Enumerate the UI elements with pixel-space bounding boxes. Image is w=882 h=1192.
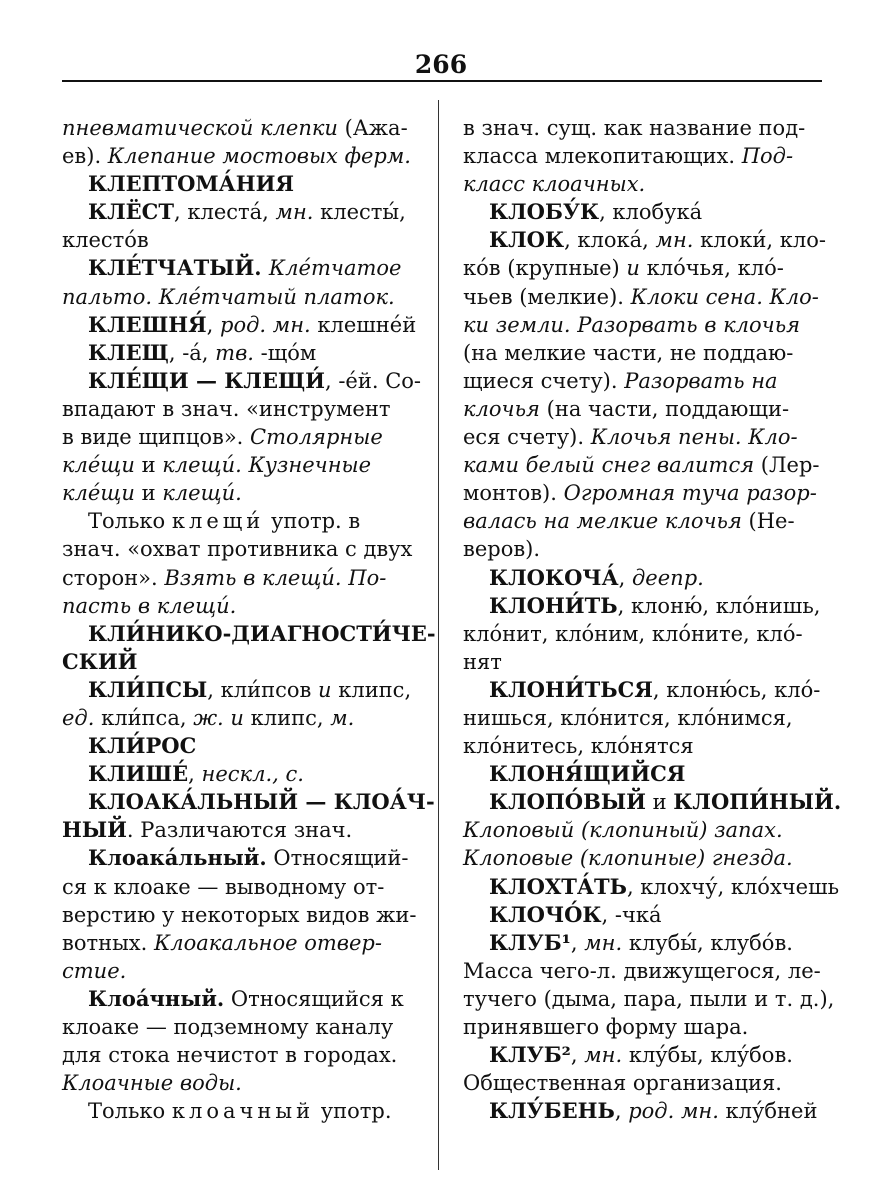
italic-text: стие. — [62, 958, 127, 983]
text-line — [463, 648, 825, 676]
headword: КЛУБ² — [489, 1042, 571, 1068]
text-line — [62, 198, 424, 226]
italic-text: Клоакальное отвер- — [154, 930, 382, 955]
italic-text: род. мн. — [628, 1099, 719, 1124]
italic-text: класс клоачных. — [463, 172, 646, 197]
text-line — [62, 620, 436, 648]
text-line — [62, 254, 424, 282]
italic-text: мн. — [655, 228, 694, 253]
text-segment: впадают в знач. «инструмент — [62, 396, 391, 421]
text-segment: клоаке — подземному каналу — [62, 1015, 394, 1039]
text-segment: , — [570, 930, 585, 955]
text-line — [62, 114, 424, 142]
text-segment: , клобука́ — [599, 200, 703, 225]
text-segment: , клоню́сь, кло́- — [652, 677, 821, 702]
italic-text: клещи́. — [162, 481, 242, 506]
text-segment: , — [570, 1043, 585, 1068]
text-segment: класса млекопитающих. — [463, 144, 742, 169]
italic-text: пневматической клепки — [62, 116, 338, 140]
text-line — [463, 423, 825, 451]
text-line — [463, 620, 825, 648]
text-segment: , клеста́, — [174, 200, 276, 225]
text-line — [463, 844, 825, 872]
text-line — [62, 985, 424, 1013]
text-line — [463, 592, 825, 620]
italic-text: ки земли. Разорвать в клочья — [463, 312, 801, 337]
text-segment: , — [206, 312, 221, 337]
text-segment: ся к клоаке — выводному от- — [62, 874, 385, 899]
italic-text: Клоповый (клопиный) запах. — [463, 818, 783, 843]
text-segment: клипс, — [243, 705, 331, 730]
text-segment: употр. в — [264, 509, 361, 534]
text-line — [62, 1013, 424, 1041]
text-line — [62, 873, 424, 901]
text-segment: клубы́, клубо́в. — [622, 930, 793, 955]
headword: КЛЕ́ТЧАТЫЙ. — [88, 255, 269, 281]
headword: КЛИ́РОС — [88, 733, 197, 759]
text-segment: клешне́й — [310, 312, 417, 337]
text-segment: , -а́, — [168, 340, 216, 365]
headword: КЛОАКА́ЛЬНЫЙ — КЛОА́Ч- — [88, 789, 435, 815]
text-segment: кло́нитесь, кло́нятся — [463, 734, 694, 759]
text-segment: клоки́, кло- — [693, 228, 826, 253]
text-line — [62, 929, 424, 957]
text-line — [62, 367, 424, 395]
headword: Клоака́льный. — [88, 845, 267, 871]
text-segment: сторон». — [62, 565, 165, 590]
italic-text: Кле́тчатое — [268, 256, 402, 281]
text-segment: монтов). — [463, 481, 564, 506]
text-segment: , клоню́, кло́нишь, — [617, 593, 821, 618]
text-line — [62, 479, 424, 507]
italic-text: Разорвать на — [624, 368, 778, 393]
text-line — [62, 423, 424, 451]
headword: СКИЙ — [62, 648, 138, 674]
text-line — [62, 816, 424, 844]
italic-text: род. мн. — [220, 312, 311, 337]
text-line — [62, 507, 424, 535]
text-segment: клесто́в — [62, 228, 149, 253]
text-line — [463, 873, 840, 901]
text-line — [463, 451, 825, 479]
text-line — [463, 816, 825, 844]
text-segment: еся счету). — [463, 425, 591, 450]
headword: КЛОПО́ВЫЙ — [489, 789, 646, 815]
text-segment: клесты́, — [313, 200, 406, 225]
text-line — [463, 114, 825, 142]
text-line — [463, 479, 825, 507]
text-segment: (Лер- — [754, 453, 820, 478]
text-segment: Только — [88, 1099, 172, 1124]
italic-text: мн. — [584, 930, 623, 955]
text-line — [62, 957, 424, 985]
text-line — [62, 226, 424, 254]
text-segment: нишься, кло́нится, кло́нимся, — [463, 705, 793, 730]
italic-text: Клоки сена. Кло- — [630, 284, 819, 309]
text-line — [463, 339, 825, 367]
headword: КЛЕ́ЩИ — КЛЕЩИ́ — [88, 367, 325, 393]
text-segment: и — [645, 790, 674, 815]
italic-text: Клоповые (клопиные) гнезда. — [463, 846, 793, 871]
italic-text: ками белый снег валится — [463, 453, 755, 478]
text-line — [463, 985, 835, 1013]
text-line — [463, 507, 825, 535]
column-divider — [438, 100, 439, 1170]
text-line — [62, 732, 424, 760]
text-line — [62, 395, 424, 423]
italic-text: и — [626, 256, 640, 281]
text-segment: Масса чего-л. движущегося, ле- — [463, 958, 821, 983]
italic-text: валась на мелкие клочья — [463, 509, 742, 534]
italic-text: мн. — [275, 200, 314, 225]
text-line — [463, 1069, 825, 1097]
text-segment: , -чка́ — [601, 902, 662, 927]
text-segment: в виде щипцов». — [62, 425, 251, 450]
headword: КЛОПИ́НЫЙ. — [673, 789, 842, 815]
text-line — [463, 957, 825, 985]
italic-text: пасть в клещи́. — [62, 593, 237, 618]
text-segment: , — [188, 762, 202, 787]
text-line — [62, 170, 424, 198]
text-line — [463, 760, 825, 788]
text-segment: клу́бы, клу́бов. — [622, 1043, 793, 1068]
text-line — [62, 676, 424, 704]
headword: КЛЕПТОМА́НИЯ — [88, 171, 294, 197]
text-line — [62, 451, 424, 479]
page-number: 266 — [414, 50, 468, 79]
text-line — [463, 395, 825, 423]
headword: КЛОНЯ́ЩИЙСЯ — [489, 761, 686, 787]
text-segment: , кли́псов — [207, 677, 319, 702]
italic-text: ж. и — [193, 705, 244, 730]
headword: КЛОНИ́ТЬСЯ — [489, 676, 653, 702]
text-line — [463, 283, 825, 311]
text-line — [62, 283, 424, 311]
headword: КЛЕЩ — [88, 339, 169, 365]
text-segment: веров). — [463, 537, 541, 562]
text-line — [62, 564, 424, 592]
text-segment: Относящий- — [266, 846, 409, 871]
text-line — [463, 704, 825, 732]
text-segment: кли́пса, — [94, 705, 194, 730]
headword: КЛОК — [489, 227, 565, 253]
italic-text: кле́щи — [62, 453, 135, 478]
headword: КЛОХТА́ТЬ — [489, 873, 627, 899]
text-segment: ев). — [62, 144, 108, 169]
text-segment: Относящийся к — [224, 986, 404, 1011]
text-line — [463, 564, 825, 592]
italic-text: Клочья пены. Кло- — [590, 425, 798, 450]
headword: КЛОЧО́К — [489, 901, 602, 927]
italic-text: пальто. Кле́тчатый платок. — [62, 284, 395, 309]
text-line — [463, 226, 825, 254]
italic-text: Клоачные воды. — [62, 1071, 242, 1096]
italic-text: клещи́. Кузнечные — [162, 453, 372, 478]
text-segment: и — [134, 481, 163, 506]
text-segment: (Ажа- — [337, 116, 408, 140]
text-line — [463, 254, 825, 282]
text-line — [62, 901, 424, 929]
text-segment: в знач. сущ. как название под- — [463, 116, 806, 140]
text-segment: кло́нит, кло́ним, кло́ните, кло́- — [463, 621, 803, 646]
text-line — [62, 760, 424, 788]
text-segment: вотных. — [62, 930, 154, 955]
text-segment: клипс, — [331, 677, 412, 702]
text-segment: клоачный — [171, 1099, 315, 1124]
text-line — [463, 367, 825, 395]
headword: НЫЙ — [62, 817, 127, 843]
text-line — [463, 1041, 825, 1069]
text-segment: клещи́ — [171, 509, 265, 534]
text-line — [62, 535, 424, 563]
text-segment: , -е́й. Со- — [324, 368, 421, 393]
text-segment: (на части, поддающи- — [539, 396, 790, 421]
text-segment: , — [614, 1099, 629, 1124]
text-segment: -що́м — [253, 340, 317, 365]
italic-text: кле́щи — [62, 481, 135, 506]
text-segment: и — [134, 453, 163, 478]
text-line — [62, 1069, 424, 1097]
italic-text: тв. — [215, 340, 254, 365]
text-segment: знач. «охват противника с двух — [62, 537, 413, 562]
text-line — [62, 648, 424, 676]
text-line — [463, 535, 825, 563]
text-segment: ко́в (крупные) — [463, 256, 627, 281]
text-line — [62, 592, 424, 620]
text-segment: нят — [463, 649, 502, 674]
italic-text: Под- — [741, 144, 794, 169]
italic-text: клочья — [463, 396, 540, 421]
italic-text: м. — [330, 705, 355, 730]
italic-text: и — [318, 677, 332, 702]
text-line — [463, 676, 825, 704]
text-segment: щиеся счету). — [463, 368, 625, 393]
text-segment: тучего (дыма, пара, пыли и т. д.), — [463, 986, 835, 1011]
text-line — [463, 788, 842, 816]
text-line — [463, 170, 825, 198]
text-segment: принявшего форму шара. — [463, 1015, 749, 1039]
text-segment: употр. — [314, 1099, 392, 1124]
text-segment: (Не- — [741, 509, 795, 534]
text-line — [463, 732, 825, 760]
text-segment: , — [618, 565, 632, 590]
text-segment: (на мелкие части, не поддаю- — [463, 340, 794, 365]
italic-text: мн. — [584, 1043, 623, 1068]
headword: КЛЕШНЯ́ — [88, 311, 207, 337]
right-column — [463, 114, 842, 1125]
text-line — [463, 198, 825, 226]
text-line — [62, 1041, 424, 1069]
text-line — [62, 311, 424, 339]
headword: КЛУ́БЕНЬ — [489, 1098, 615, 1124]
text-line — [463, 1013, 825, 1041]
italic-text: Столярные — [250, 425, 383, 450]
text-line — [62, 1097, 424, 1125]
headword: КЛОНИ́ТЬ — [489, 592, 618, 618]
text-line — [62, 142, 424, 170]
text-segment: кло́чья, кло́- — [639, 256, 784, 281]
text-segment: верстию у некоторых видов жи- — [62, 902, 417, 927]
headword: Клоа́чный. — [88, 985, 225, 1011]
text-segment: , клохчу́, кло́хчешь — [626, 874, 840, 899]
text-segment: , клока́, — [564, 228, 656, 253]
text-line — [62, 704, 424, 732]
text-segment: Только — [88, 509, 172, 534]
text-segment: чьев (мелкие). — [463, 284, 631, 309]
headword: КЛИ́НИКО-ДИАГНОСТИ́ЧЕ- — [88, 620, 436, 646]
headword: КЛОБУ́К — [489, 199, 600, 225]
headword: КЛИ́ПСЫ — [88, 676, 208, 702]
headword: КЛИШЕ́ — [88, 761, 189, 787]
text-segment: клу́бней — [718, 1099, 818, 1124]
text-line — [463, 1097, 825, 1125]
italic-text: Взять в клещи́. По- — [164, 565, 387, 590]
text-line — [62, 339, 424, 367]
headword: КЛОКОЧА́ — [489, 564, 619, 590]
text-segment: Общественная организация. — [463, 1071, 782, 1096]
headword: КЛЁСТ — [88, 199, 175, 225]
text-line — [62, 844, 424, 872]
text-line — [463, 311, 825, 339]
italic-text: нескл., с. — [201, 762, 304, 787]
text-line — [463, 142, 825, 170]
text-line — [62, 788, 435, 816]
italic-text: Огромная туча разор- — [563, 481, 817, 506]
headword: КЛУБ¹ — [489, 929, 571, 955]
text-segment: для стока нечистот в городах. — [62, 1043, 398, 1068]
text-line — [463, 901, 825, 929]
header-rule — [62, 80, 822, 82]
text-line — [463, 929, 825, 957]
left-column — [62, 114, 436, 1125]
text-segment: . Различаются знач. — [126, 818, 353, 843]
italic-text: деепр. — [632, 565, 704, 590]
italic-text: Клепание мостовых ферм. — [107, 144, 411, 169]
italic-text: ед. — [62, 705, 95, 730]
